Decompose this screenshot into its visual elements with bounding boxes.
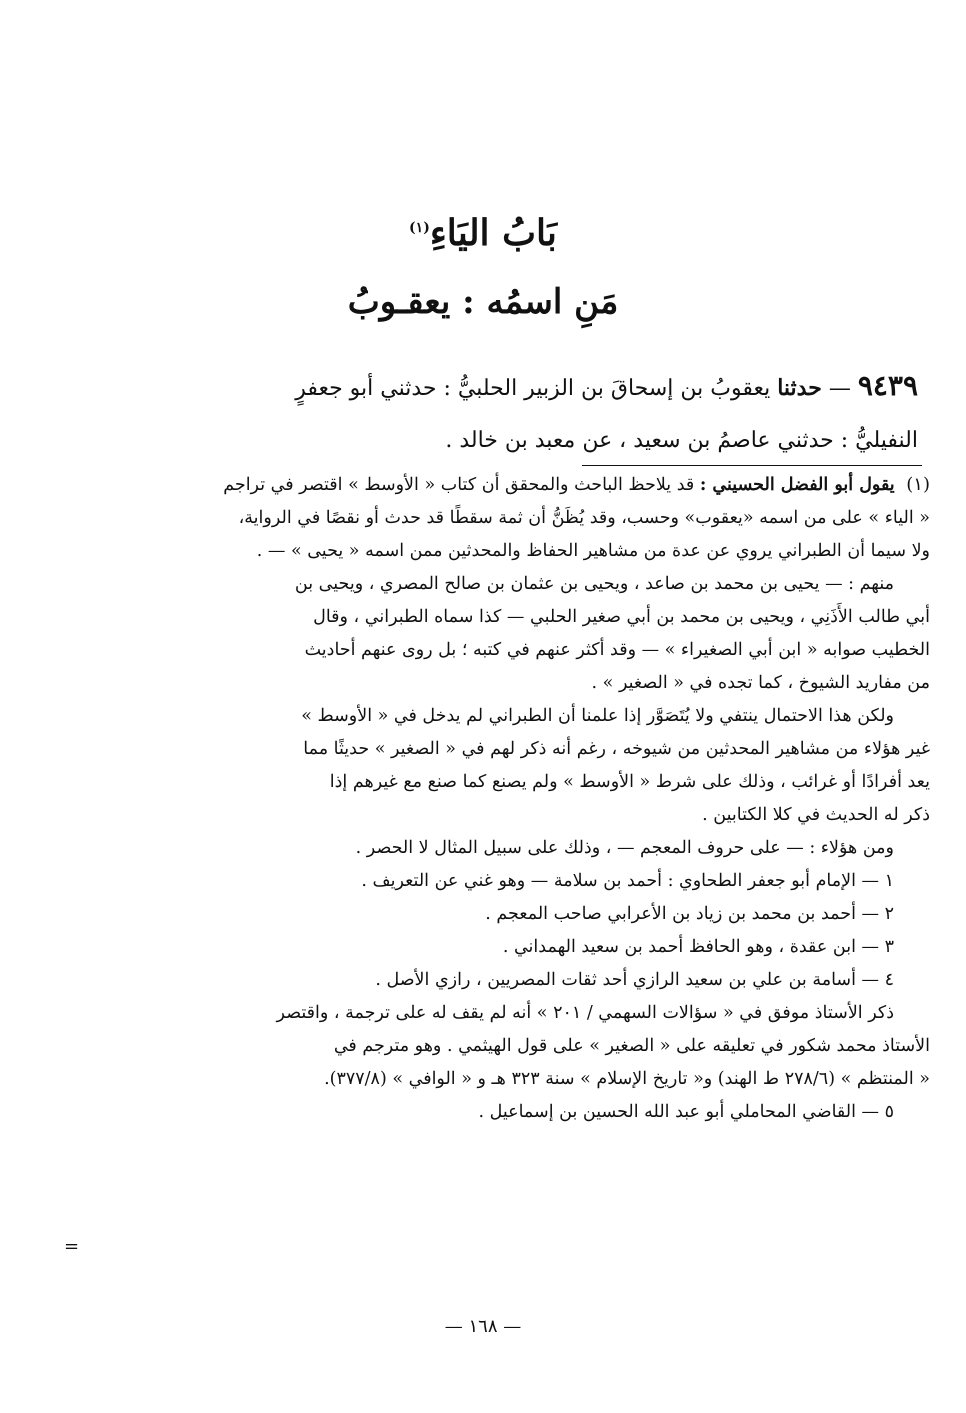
hadith-line-1: ٩٤٣٩ — حدثنا يعقوبُ بن إسحاقَ بن الزبير الحلبيُّ : حدثني أبو جعفرٍ [295,369,918,402]
footnote-line: منهم : — يحيى بن محمد بن صاعد ، ويحيى بن عثمان بن صالح المصري ، ويحيى بن [294,574,894,594]
footnote-line: ١ — الإمام أبو جعفر الطحاوي : أحمد بن سلامة — وهو غني عن التعريف . [361,871,894,891]
footnote-line: « المنتظم » (٢٧٨/٦ ط الهند) و« تاريخ الإسلام » سنة ٣٢٣ هـ و « الوافي » (٣٧٧/٨). [324,1069,930,1089]
footnote-line: الأستاذ محمد شكور في تعليقه على « الصغير » على قول الهيثمي . وهو مترجم في [333,1036,930,1056]
hadith-line-1-text: يعقوبُ بن إسحاقَ بن الزبير الحلبيُّ : حدثني أبو جعفرٍ [295,376,771,401]
footnote-line: أبي طالب الأَذَنِي ، ويحيى بن محمد بن أبي صغير الحلبي — كذا سماه الطبراني ، وقال [313,607,930,627]
hadith-lead: حدثنا [777,375,822,401]
hadith-number: ٩٤٣٩ [857,369,918,402]
hadith-line-2: النفيليُّ : حدثني عاصمُ بن سعيد ، عن معبد بن خالد . [445,428,918,453]
footnote-line: من مفاريد الشيوخ ، كما تجده في « الصغير » . [591,673,930,693]
footnote-line: قد يلاحظ الباحث والمحقق أن كتاب « الأوسط » اقتصر في تراجم [223,475,695,495]
hadith-text [88,360,918,467]
footnote-line: يعد أفرادًا أو غرائب ، وذلك على شرط « الأوسط » ولم يصنع كما صنع مع غيرهم إذا [329,772,930,792]
footnote [70,468,930,1129]
footnote-line: ذكر الأستاذ موفق في « سؤالات السهمي / ٢٠١ » أنه لم يقف له على ترجمة ، واقتصر [276,1003,894,1023]
chapter-footnote-ref[interactable]: (١) [409,220,430,236]
footnote-author: يقول أبو الفضل الحسيني : [699,475,895,495]
chapter-title-text: بَابُ اليَاءِ [429,212,557,254]
footnote-line: الخطيب صوابه « ابن أبي الصغيراء » — وقد أكثر عنهم في كتبه ؛ بل روى عنهم أحاديث [304,640,930,660]
footnote-line: ولكن هذا الاحتمال ينتفي ولا يُتَصَوَّر إذا علمنا أن الطبراني لم يدخل في « الأوسط » [301,706,894,726]
footnote-line: ٤ — أسامة بن علي بن سعيد الرازي أحد ثقات المصريين ، رازي الأصل . [375,970,894,990]
footnote-line: غير هؤلاء من مشاهير المحدثين من شيوخه ، رغم أنه ذكر لهم في « الصغير » حديثًا مما [303,739,930,759]
footnote-line: ذكر له الحديث في كلا الكتابين . [702,805,930,825]
page-number: — ١٦٨ — [444,1316,522,1337]
continuation-mark: = [64,1236,80,1257]
footnote-line: ٥ — القاضي المحاملي أبو عبد الله الحسين بن إسماعيل . [478,1102,894,1122]
footnote-body [70,502,930,1129]
footnote-divider [582,465,922,466]
footnote-line: « الياء » على من اسمه «يعقوب» وحسب، وقد يُظَنُّ أن ثمة سقطًا قد حدث أو نقصًا في الرواية، [238,508,930,528]
footnote-line: ولا سيما أن الطبراني يروي عن عدة من مشاهير الحفاظ والمحدثين ممن اسمه « يحيى » — . [256,541,930,561]
footnote-line: ومن هؤلاء : — على حروف المعجم — ، وذلك على سبيل المثال لا الحصر . [355,838,894,858]
section-subtitle: مَنِ اسمُه : يعقـوبُ [347,282,619,322]
footnote-line: ٣ — ابن عقدة ، وهو الحافظ أحمد بن سعيد الهمداني . [502,937,894,957]
footnote-first-line [70,468,930,502]
footnote-line: ٢ — أحمد بن محمد بن زياد بن الأعرابي صاحب المعجم . [485,904,894,924]
footnote-marker: (١) [906,474,930,495]
chapter-title [0,212,966,254]
